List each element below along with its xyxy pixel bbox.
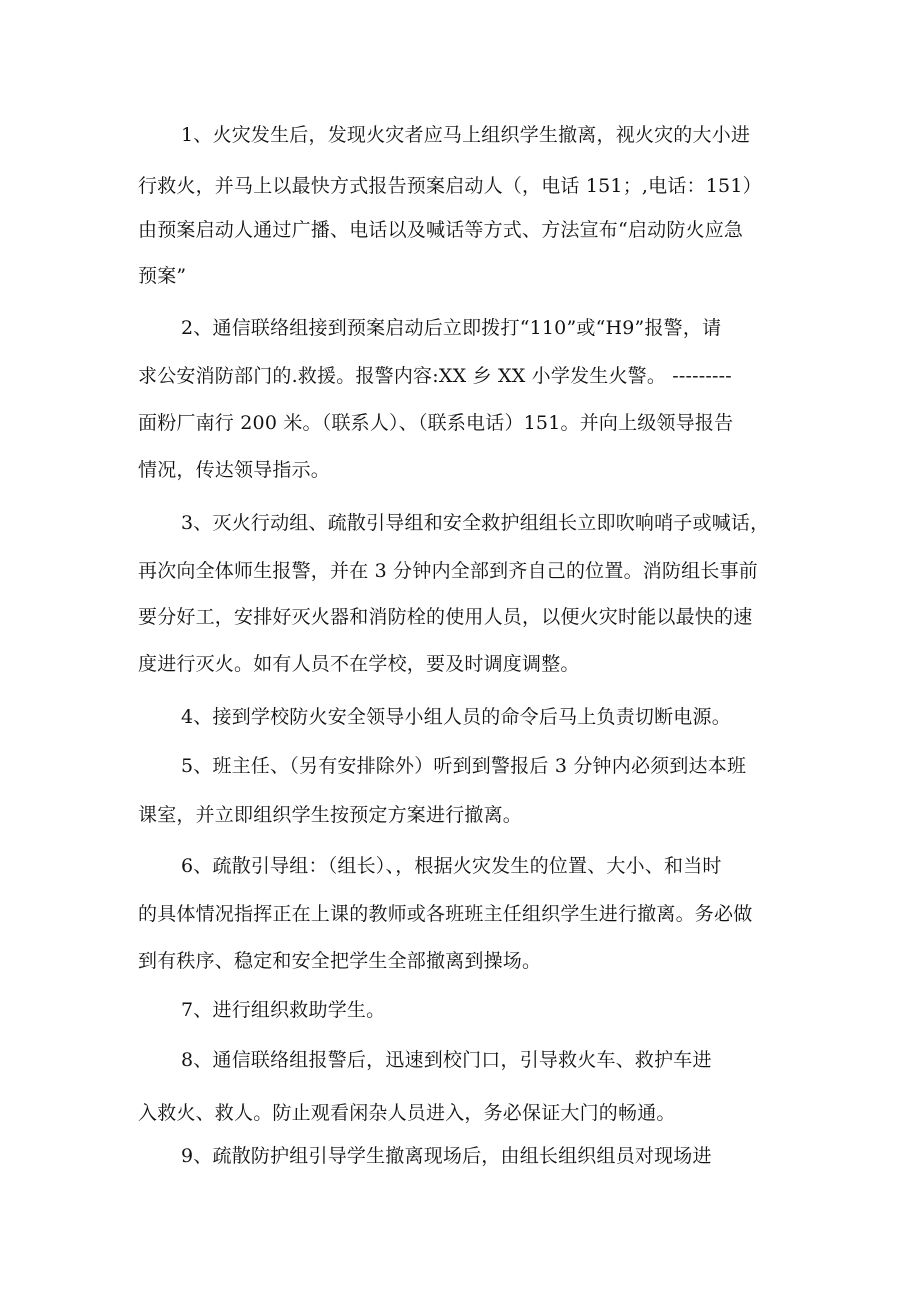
text-line: 由预案启动人通过广播、电话以及喊话等方式、方法宣布“启动防火应急: [138, 219, 744, 241]
text-line: 面粉厂南行 200 米。（联系人）、（联系电话）151。并向上级领导报告: [138, 412, 734, 434]
text-line: 到有秩序、稳定和安全把学生全部撤离到操场。: [138, 950, 542, 972]
text-line: 的具体情况指挥正在上课的教师或各班班主任组织学生进行撤离。务必做: [138, 903, 753, 925]
text-line: 4、接到学校防火安全领导小组人员的命令后马上负责切断电源。: [181, 706, 731, 728]
text-line: 求公安消防部门的.救援。报警内容:XX 乡 XX 小学发生火警。 ---------: [138, 365, 732, 387]
text-line: 入救火、救人。防止观看闲杂人员进入，务必保证大门的畅通。: [138, 1102, 676, 1124]
text-line: 5、班主任、（另有安排除外）听到到警报后 3 分钟内必须到达本班: [181, 755, 747, 777]
text-line: 7、进行组织救助学生。: [181, 999, 386, 1021]
text-line: 6、疏散引导组：（组长）、，根据火灾发生的位置、大小、和当时: [181, 855, 722, 877]
text-line: 预案”: [138, 265, 187, 287]
text-line: 3、灭火行动组、疏散引导组和安全救护组组长立即吹响哨子或喊话，: [181, 512, 770, 534]
text-line: 行救火，并马上以最快方式报告预案启动人（，电话 151；,电话：151）: [138, 175, 762, 197]
text-line: 9、疏散防护组引导学生撤离现场后，由组长组织组员对现场进: [181, 1145, 712, 1167]
text-line: 课室，并立即组织学生按预定方案进行撤离。: [138, 804, 523, 826]
text-line: 1、火灾发生后，发现火灾者应马上组织学生撤离，视火灾的大小进: [181, 124, 751, 146]
text-line: 度进行灭火。如有人员不在学校，要及时调度调整。: [138, 653, 580, 675]
text-line: 再次向全体师生报警，并在 3 分钟内全部到齐自己的位置。消防组长事前: [138, 560, 758, 582]
text-line: 情况，传达领导指示。: [138, 459, 331, 481]
text-line: 2、通信联络组接到预案启动后立即拨打“110”或“H9”报警，请: [181, 317, 722, 339]
text-line: 要分好工，安排好灭火器和消防栓的使用人员，以便火灾时能以最快的速: [138, 606, 753, 628]
text-line: 8、通信联络组报警后，迅速到校门口，引导救火车、救护车进: [181, 1049, 712, 1071]
